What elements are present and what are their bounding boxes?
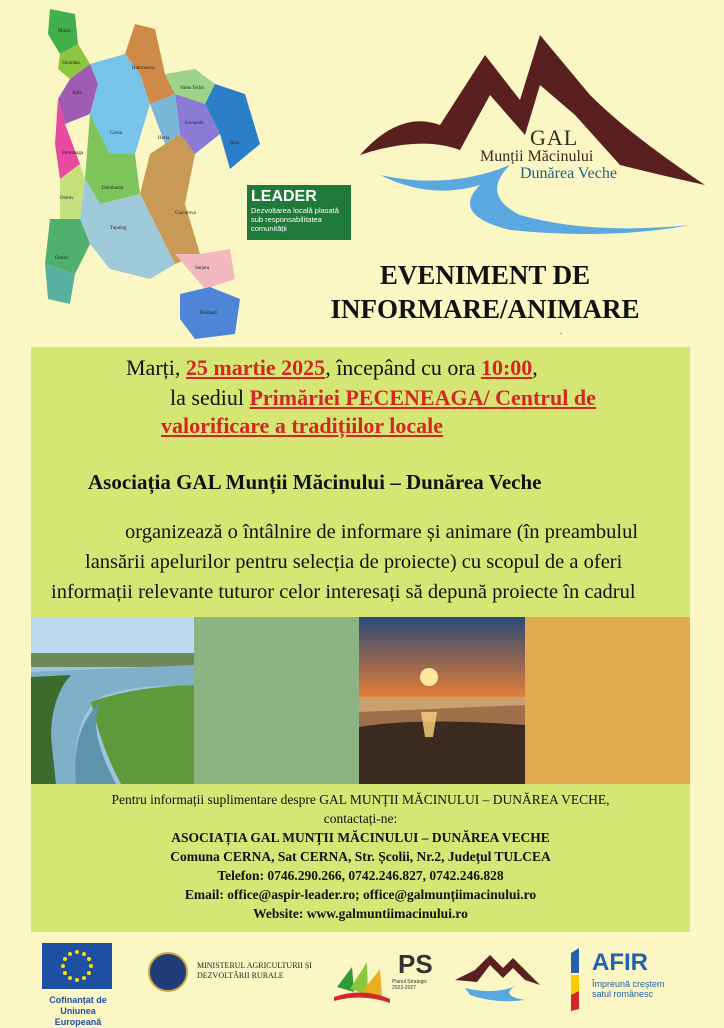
contact-org: ASOCIAȚIA GAL MUNȚII MĂCINULUI – DUNĂREA VECHE (171, 830, 550, 845)
ps-label: PS (398, 949, 433, 979)
leader-subtitle: Dezvoltarea locală plasată sub responsabilitatea comunității (251, 206, 339, 233)
contact-intro-2: contactați-ne: (323, 811, 398, 826)
eu-caption-2: Uniunea Europeană (54, 1006, 102, 1027)
contact-email[interactable]: Email: office@aspir-leader.ro; office@galmunțiimacinului.ro (184, 887, 537, 902)
afir-sublabel-1: Împreună creștem (592, 979, 665, 989)
event-venue-1: Primăriei PECENEAGA/ Centrul de (249, 385, 596, 410)
contact-box (31, 784, 690, 932)
gal-logo-text-1: GAL (530, 125, 579, 150)
madr-label-1: MINISTERUL AGRICULTURII ȘI (197, 961, 312, 970)
gal-logo-text-2: Munții Măcinului (480, 148, 594, 165)
svg-text:Ciucurova: Ciucurova (175, 211, 196, 216)
river-photo (31, 617, 194, 784)
svg-text:Izvoarele: Izvoarele (185, 121, 204, 126)
afir-sublabel (592, 979, 665, 999)
svg-text:Ostrov: Ostrov (60, 196, 74, 201)
svg-text:Topolog: Topolog (110, 226, 127, 231)
organizer-name: Asociația GAL Munții Măcinului – Dunărea Veche (88, 470, 542, 494)
green-swatch (194, 617, 359, 784)
event-title-line-2: INFORMARE/ANIMARE (330, 294, 640, 324)
leader-title: LEADER (251, 188, 317, 205)
eu-caption (38, 995, 118, 1028)
afir-sublabel-2: satul românesc (592, 989, 654, 999)
event-from-text: , începând cu ora (325, 355, 481, 380)
madr-label-2: DEZVOLTĂRII RURALE (197, 971, 284, 980)
region-map (30, 4, 270, 349)
event-venue-2: valorificare a tradițiilor locale (161, 413, 444, 438)
svg-text:Ostrov: Ostrov (55, 256, 69, 261)
footer-logos (0, 935, 724, 1027)
event-time: 10:00 (480, 355, 533, 380)
svg-text:Cerna: Cerna (110, 131, 122, 136)
svg-text:Peceneaga: Peceneaga (62, 151, 84, 156)
decorative-dot: . (560, 327, 562, 336)
svg-text:Valea Teilor: Valea Teilor (180, 86, 205, 91)
ps-sublabel (392, 979, 427, 991)
description-line-3: informații relevante tuturor celor interesați să depună proiecte în cadrul (51, 581, 636, 603)
region-map-graphic (30, 4, 270, 349)
eu-flag-icon (42, 943, 112, 989)
gal-logo-text-3: Dunărea Veche (520, 165, 617, 182)
svg-text:Dorobantu: Dorobantu (102, 186, 124, 191)
afir-label: AFIR (592, 949, 648, 976)
event-date-line (126, 355, 538, 381)
contact-address: Comuna CERNA, Sat CERNA, Str. Școlii, Nr.2, Județul TULCEA (170, 849, 551, 864)
romania-seal-icon (148, 952, 188, 992)
event-comma: , (532, 355, 538, 380)
ps-sublabel-1: Planul Strategic (392, 979, 428, 985)
ps-sublabel-2: 2023-2027 (392, 985, 416, 991)
contact-phone: Telefon: 0746.290.266, 0742.246.827, 0742.246.828 (217, 868, 504, 883)
leader-badge (247, 185, 351, 240)
svg-text:Jijila: Jijila (72, 91, 82, 96)
description-line-2: lansării apelurilor pentru selecția de proiecte) cu scopul de a oferi (85, 551, 623, 573)
event-venue-line-2 (161, 413, 443, 439)
orange-swatch (525, 617, 690, 784)
event-title (290, 258, 680, 326)
event-day: Marți, (126, 355, 186, 380)
photo-strip (31, 617, 690, 784)
madr-label (197, 961, 312, 981)
svg-text:Smardan: Smardan (62, 61, 80, 66)
svg-text:Horia: Horia (158, 136, 170, 141)
sunset-photo (359, 617, 525, 784)
event-venue-line (170, 385, 596, 411)
svg-text:Macin: Macin (58, 29, 71, 34)
gal-small-logo (455, 950, 540, 1005)
event-title-line-1: EVENIMENT DE (379, 260, 591, 290)
eu-caption-1: Cofinanțat de (49, 995, 107, 1005)
svg-text:Stejaru: Stejaru (195, 266, 210, 271)
event-date: 25 martie 2025 (185, 355, 326, 380)
svg-text:Baia: Baia (230, 141, 240, 146)
svg-text:Hamcearca: Hamcearca (132, 66, 155, 71)
contact-intro-1: Pentru informații suplimentare despre GAL MUNȚII MĂCINULUI – DUNĂREA VECHE, (111, 792, 610, 807)
svg-text:Beidaud: Beidaud (200, 311, 217, 316)
event-at-text: la sediul (170, 385, 250, 410)
contact-website[interactable]: Website: www.galmuntiimacinului.ro (253, 906, 468, 921)
event-description (45, 517, 685, 607)
description-line-1: organizează o întâlnire de informare și animare (în preambulul (125, 521, 639, 543)
